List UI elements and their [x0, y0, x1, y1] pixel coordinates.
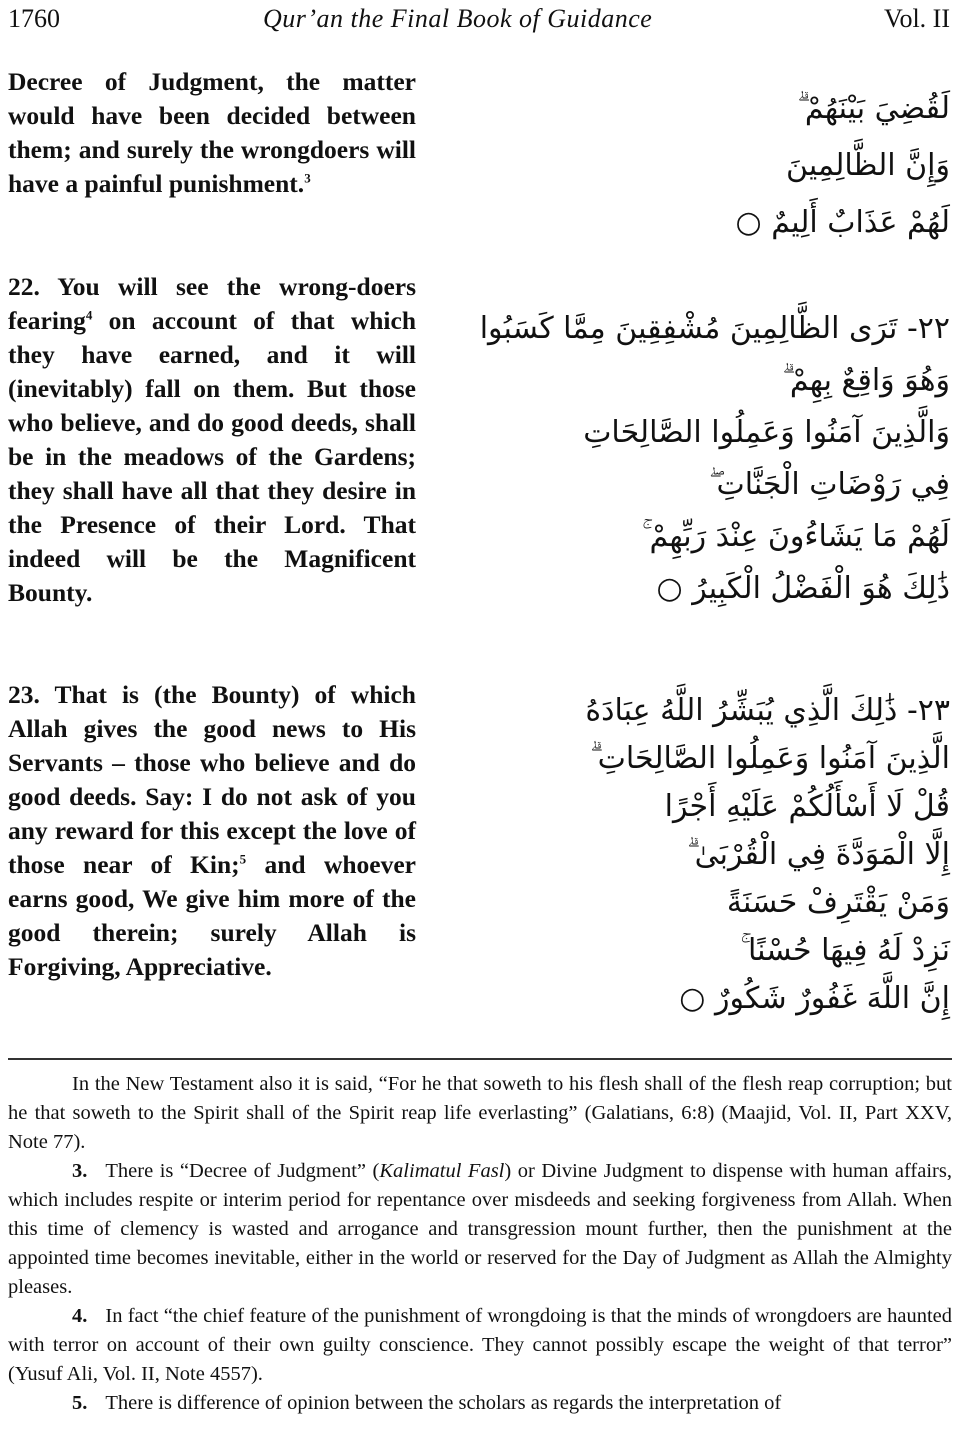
footnote-4	[8, 1302, 952, 1389]
verse-23-text-end: and whoever earns good, We give him more of the good therein; surely Allah is Forgiving, Appreciative.	[8, 850, 416, 981]
footnote-text: There is “Decree of Judgment” (	[105, 1160, 380, 1182]
verse-23-text-start: 23. That is (the Bounty) of which Allah gives the good news to His Servants – those who believe and do good deeds. Say: I do not ask of you any reward for this except the love of those near of Kin;	[8, 680, 416, 879]
arabic-line: فِي رَوْضَاتِ الْجَنَّاتِ ۖ	[708, 467, 950, 502]
verse-23-translation	[8, 678, 416, 984]
arabic-verse-22	[480, 303, 950, 615]
arabic-line: لَهُمْ عَذَابٌ أَلِيمٌ ○	[735, 205, 950, 240]
page-number: 1760	[8, 4, 60, 33]
arabic-line: ٢٣- ذَٰلِكَ الَّذِي يُبَشِّرُ اللَّهُ عِبَادَهُ	[585, 693, 950, 728]
arabic-line: نَزِدْ لَهُ فِيهَا حُسْنًا ۚ	[740, 933, 950, 968]
arabic-line: لَقُضِيَ بَيْنَهُمْ ۗ	[797, 91, 950, 126]
verse-21-translation	[8, 65, 416, 201]
arabic-line: وَهُوَ وَاقِعٌ بِهِمْ ۗ	[782, 363, 950, 398]
arabic-verse-21	[480, 80, 950, 251]
arabic-verse-23	[480, 687, 950, 1023]
verse-21-text: Decree of Judgment, the matter would have been decided between them; and surely the wrongdoers will have a painful punishment.	[8, 67, 416, 198]
footnote-number: 4.	[72, 1305, 88, 1327]
footnote-continued: In the New Testament also it is said, “For he that soweth to his flesh shall of the flesh reap corruption; but he that soweth to the Spirit shall of the Spirit reap life everlasting” (Galatians, 6:8) (Maajid, Vol. II, Part XXV, Note 77).	[8, 1073, 952, 1153]
arabic-line: وَإِنَّ الظَّالِمِينَ	[786, 148, 950, 183]
volume-label: Vol. II	[884, 4, 950, 33]
book-title: Qur’an the Final Book of Guidance	[263, 4, 653, 33]
footnote-number: 5.	[72, 1392, 88, 1414]
footnote-ref-5: 5	[239, 851, 247, 867]
footnotes	[8, 1070, 952, 1418]
arabic-line: قُلْ لَا أَسْأَلُكُمْ عَلَيْهِ أَجْرًا	[664, 789, 950, 824]
arabic-line: ذَٰلِكَ هُوَ الْفَضْلُ الْكَبِيرُ ○	[656, 571, 950, 606]
footnote-3	[8, 1157, 952, 1302]
footnote-number: 3.	[72, 1160, 88, 1182]
arabic-line: إِلَّا الْمَوَدَّةَ فِي الْقُرْبَىٰ ۗ	[687, 837, 950, 872]
footnote-text: There is difference of opinion between the scholars as regards the interpretation of	[105, 1392, 782, 1414]
arabic-line: وَالَّذِينَ آمَنُوا وَعَمِلُوا الصَّالِحَاتِ	[583, 415, 950, 450]
arabic-line: إِنَّ اللَّهَ غَفُورٌ شَكُورٌ ○	[679, 981, 950, 1016]
arabic-line: لَهُمْ مَا يَشَاءُونَ عِنْدَ رَبِّهِمْ ۚ	[642, 519, 950, 554]
verse-22-translation	[8, 270, 416, 610]
verse-22-text-end: on account of that which they have earned, and it will (inevitably) fall on them. But those who believe, and do good deeds, shall be in the meadows of the Gardens; they shall have all that they desire in the Presence of their Lord. That indeed will be the Magnificent Bounty.	[8, 306, 416, 607]
footnote-text: ) or Divine Judgment to dispense with human affairs, which includes respite or interim period for repentance over misdeeds and seeking forgiveness from Allah. When this time of clemency is wasted and arrogance and transgression mount further, then the punishment at the appointed time becomes inevitable, either in the world or reserved for the Day of Judgment as Allah the Almighty pleases.	[8, 1160, 952, 1298]
footnote-ref-4: 4	[85, 307, 93, 323]
footnote-text: In fact “the chief feature of the punishment of wrongdoing is that the minds of wrongdoers are haunted with terror on account of their own guilty conscience. They cannot possibly escape the weight of that terror” (Yusuf Ali, Vol. II, Note 4557).	[8, 1305, 952, 1385]
arabic-line: ٢٢- تَرَى الظَّالِمِينَ مُشْفِقِينَ مِمَّا كَسَبُوا	[479, 311, 950, 346]
footnote-divider	[8, 1058, 952, 1060]
footnote-ref-3: 3	[304, 170, 311, 186]
page-header	[0, 0, 960, 40]
arabic-line: الَّذِينَ آمَنُوا وَعَمِلُوا الصَّالِحَاتِ ۗ	[590, 741, 950, 776]
footnote-5	[8, 1389, 952, 1418]
verse-22-text-start: 22. You will see the wrong-doers fearing	[8, 272, 416, 335]
arabic-line: وَمَنْ يَقْتَرِفْ حَسَنَةً	[726, 885, 950, 920]
footnote-term: Kalimatul Fasl	[379, 1160, 505, 1182]
